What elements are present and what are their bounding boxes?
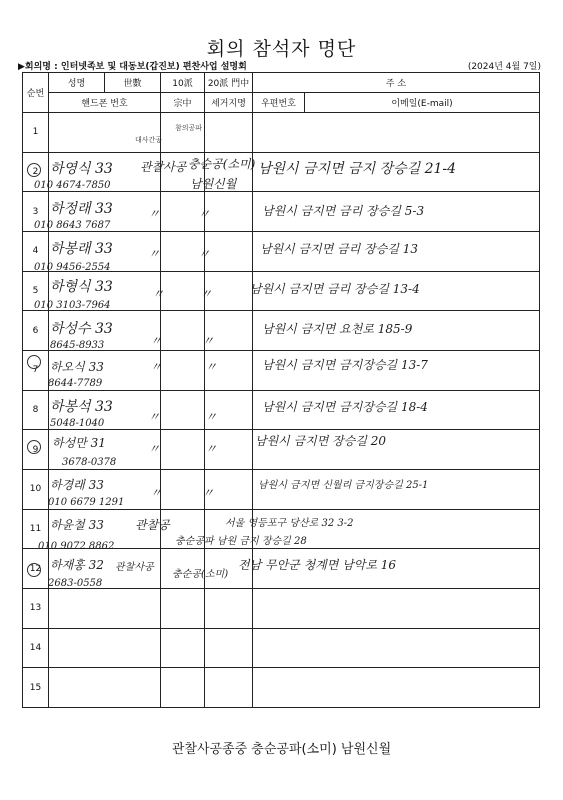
entry-name: 하경래 33: [50, 478, 104, 492]
table-cell: [205, 628, 253, 668]
entry-name: 하영식 33: [50, 161, 113, 177]
meeting-date: (2024년 4월 7일): [467, 62, 541, 72]
row-number: 9: [23, 430, 49, 470]
table-row: [23, 668, 540, 708]
entry-branch: 〃: [148, 410, 161, 424]
table-row: [23, 113, 540, 153]
entry-sub-branch: 〃: [200, 287, 213, 301]
entry-branch: 〃: [148, 247, 161, 261]
table-cell: [161, 469, 205, 509]
entry-phone: 010 4674-7850: [34, 180, 111, 191]
row1-sub-branch-stamp: 참의공파: [175, 124, 203, 132]
table-row: [23, 628, 540, 668]
entry-name: 하봉석 33: [50, 399, 113, 415]
row-number: 4: [23, 231, 49, 271]
checkmark-circle: [27, 163, 41, 177]
meeting-name: ▶회의명 : 인터넷족보 및 대동보(갑진보) 편찬사업 설명회: [18, 62, 247, 72]
table-cell: [161, 390, 205, 430]
header-email: 이메일(E-mail): [305, 93, 540, 113]
document-title: 회의 참석자 명단: [206, 38, 357, 60]
header-sub-branch-bottom: 세거지명: [205, 93, 253, 113]
table-cell: [161, 430, 205, 470]
header-address: 주 소: [253, 73, 540, 93]
entry-sub-branch: 〃: [202, 334, 215, 348]
header-order: 순번: [23, 73, 49, 113]
header-sub-branch-top: 20派 門中: [205, 73, 253, 93]
entry-address: 남원시 금지면 금지장승길 18-4: [262, 400, 428, 414]
entry-sub-branch: 〃: [205, 442, 218, 456]
entry-note: 충순공파 남원 금지 장승길 28: [175, 536, 307, 547]
table-cell: [161, 350, 205, 390]
row-number: 7: [23, 350, 49, 390]
row-number: 2: [23, 152, 49, 192]
entry-address: 남원시 금지면 금리 장승길 13-4: [250, 282, 420, 296]
entry-address: 남원시 금지면 금지 장승길 21-4: [258, 161, 457, 177]
entry-name: 하재홍 32: [50, 558, 104, 572]
entry-phone: 8644-7789: [48, 378, 103, 389]
entry-branch: 〃: [148, 207, 161, 221]
table-cell: [205, 192, 253, 232]
footer-organization: 관찰사공종중 충순공파(소미) 남원신월: [171, 742, 392, 757]
entry-name: 하형식 33: [50, 279, 113, 295]
row-number: 13: [23, 588, 49, 628]
entry-address: 남원시 금지면 금지장승길 13-7: [262, 358, 428, 372]
entry-phone: 010 6679 1291: [48, 497, 125, 508]
table-cell: [253, 588, 540, 628]
entry-phone: 010 9456-2554: [34, 262, 111, 273]
table-cell: [161, 588, 205, 628]
entry-sub-branch-2: 남원신월: [190, 177, 237, 191]
row1-branch-stamp: 대사간공: [135, 136, 163, 144]
entry-phone: 010 9072 8862: [38, 541, 115, 552]
entry-phone: 2683-0558: [48, 578, 103, 589]
table-cell: [205, 231, 253, 271]
entry-branch: 〃: [150, 334, 163, 348]
row-number: 6: [23, 311, 49, 351]
table-cell: [205, 668, 253, 708]
entry-branch: 〃: [150, 360, 163, 374]
row-number: 5: [23, 271, 49, 311]
table-cell: [49, 113, 161, 153]
entry-sub-branch: 충순공(소미): [172, 569, 229, 580]
checkmark-circle: [27, 440, 41, 454]
entry-address: 남원시 금지면 요천로 185-9: [262, 322, 413, 336]
checkmark-circle: [27, 355, 41, 369]
entry-name: 하성수 33: [50, 321, 113, 337]
entry-branch: 관찰사공: [140, 160, 187, 174]
table-cell: [205, 113, 253, 153]
row-number: 12: [23, 549, 49, 589]
entry-branch: 〃: [148, 442, 161, 456]
entry-address: 남원시 금지면 금리 장승길 13: [260, 242, 419, 256]
header-postal: 우편번호: [253, 93, 305, 113]
header-branch-top: 10派: [161, 73, 205, 93]
table-cell: [253, 113, 540, 153]
entry-phone: 010 3103-7964: [34, 300, 111, 311]
entry-name: 하정래 33: [50, 201, 113, 217]
entry-address: 전남 무안군 청계면 남악로 16: [238, 558, 397, 572]
entry-sub-branch: 〃: [198, 247, 211, 261]
row-number: 8: [23, 390, 49, 430]
entry-branch: 〃: [150, 486, 163, 500]
entry-address: 남원시 금지면 금리 장승길 5-3: [262, 204, 425, 218]
entry-name: 하봉래 33: [50, 241, 113, 257]
entry-name: 하오식 33: [50, 360, 104, 374]
entry-sub-branch: 〃: [205, 410, 218, 424]
entry-branch: 〃: [152, 287, 165, 301]
table-row: [23, 588, 540, 628]
row-number: 3: [23, 192, 49, 232]
table-cell: [49, 628, 161, 668]
entry-name: 하윤철 33: [50, 518, 104, 532]
entry-address: 남원시 금지면 신월리 금지장승길 25-1: [258, 480, 429, 491]
table-cell: [253, 628, 540, 668]
entry-sub-branch: 〃: [205, 360, 218, 374]
entry-phone: 5048-1040: [50, 418, 105, 429]
header-branch-bottom: 宗中: [161, 93, 205, 113]
row-number: 1: [23, 113, 49, 153]
header-generation: 世數: [105, 73, 161, 93]
row-number: 14: [23, 628, 49, 668]
entry-phone: 010 8643 7687: [34, 220, 111, 231]
entry-name: 하성만 31: [52, 436, 106, 450]
row-number: 15: [23, 668, 49, 708]
row-number: 11: [23, 509, 49, 549]
entry-sub-branch: 〃: [202, 486, 215, 500]
entry-branch: 관찰공: [135, 518, 170, 532]
entry-phone: 3678-0378: [62, 457, 117, 468]
table-cell: [253, 668, 540, 708]
table-cell: [161, 668, 205, 708]
row-number: 10: [23, 469, 49, 509]
entry-address: 남원시 금지면 장승길 20: [255, 434, 387, 448]
checkmark-circle: [27, 563, 41, 577]
entry-sub-branch: 〃: [198, 207, 211, 221]
entry-sub-branch: 충순공(소미): [188, 157, 256, 171]
entry-address: 서울 영등포구 당산로 32 3-2: [225, 518, 354, 529]
table-cell: [49, 588, 161, 628]
entry-branch: 관찰사공: [115, 562, 154, 573]
entry-phone: 8645-8933: [50, 340, 105, 351]
header-phone: 핸드폰 번호: [49, 93, 161, 113]
table-cell: [161, 628, 205, 668]
table-cell: [161, 311, 205, 351]
header-name: 성명: [49, 73, 105, 93]
table-cell: [205, 588, 253, 628]
table-cell: [49, 668, 161, 708]
table-cell: [161, 271, 205, 311]
